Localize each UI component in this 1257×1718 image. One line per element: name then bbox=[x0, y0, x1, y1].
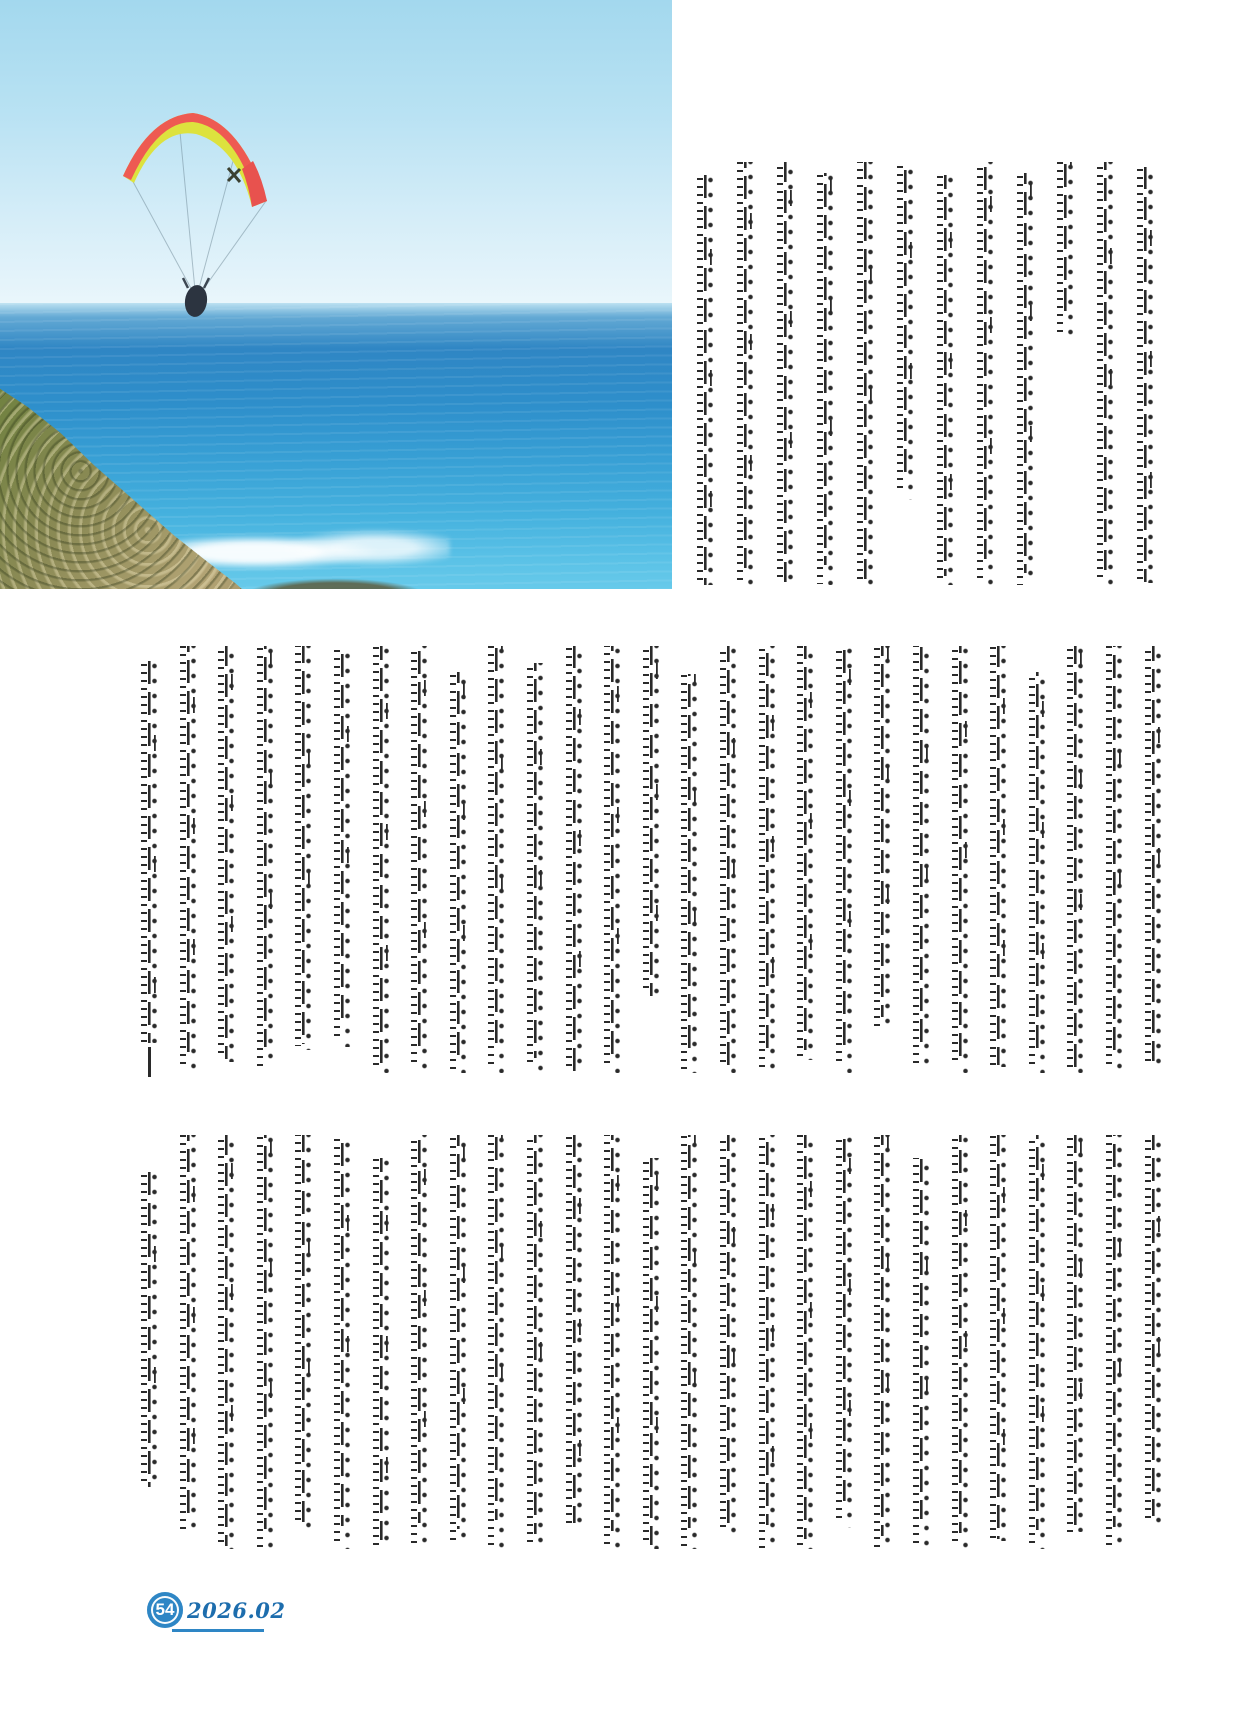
text-column bbox=[797, 646, 814, 1060]
attribution-dash bbox=[148, 1047, 150, 1077]
text-column bbox=[180, 1135, 197, 1537]
paraglider-icon bbox=[0, 0, 672, 589]
text-block-body-2 bbox=[141, 1135, 1162, 1549]
footer-underline bbox=[172, 1629, 264, 1632]
text-column bbox=[913, 646, 930, 1073]
text-column bbox=[817, 173, 834, 585]
text-column bbox=[1097, 162, 1114, 585]
text-column bbox=[681, 1135, 698, 1549]
text-column bbox=[257, 646, 274, 1067]
text-column bbox=[566, 1135, 583, 1524]
text-column bbox=[952, 1135, 969, 1549]
text-column bbox=[411, 1135, 428, 1549]
text-column bbox=[1017, 173, 1034, 585]
text-column bbox=[857, 162, 874, 585]
text-column bbox=[141, 1172, 158, 1487]
text-column bbox=[604, 1135, 621, 1549]
text-column bbox=[334, 646, 351, 1047]
text-column bbox=[450, 672, 467, 1073]
text-column bbox=[990, 646, 1007, 1067]
text-column bbox=[937, 175, 954, 585]
text-column bbox=[604, 646, 621, 1073]
text-column bbox=[527, 663, 544, 1073]
text-column bbox=[720, 1135, 737, 1537]
text-column bbox=[1137, 167, 1154, 583]
text-column bbox=[836, 1135, 853, 1528]
text-column bbox=[836, 646, 853, 1073]
text-column bbox=[1029, 672, 1046, 1073]
article-photo bbox=[0, 0, 672, 589]
text-column bbox=[759, 646, 776, 1073]
text-column bbox=[874, 646, 891, 1030]
text-column bbox=[913, 1158, 930, 1549]
text-column bbox=[141, 661, 158, 1043]
issue-label: 2026.02 bbox=[187, 1598, 286, 1623]
text-column bbox=[681, 674, 698, 1073]
text-column bbox=[1067, 1135, 1084, 1532]
text-column bbox=[1029, 1135, 1046, 1549]
text-column bbox=[180, 646, 197, 1069]
text-column bbox=[897, 162, 914, 500]
text-column bbox=[759, 1135, 776, 1549]
text-block-intro bbox=[697, 162, 1154, 585]
text-column bbox=[1106, 1135, 1123, 1549]
text-column bbox=[1145, 1135, 1162, 1524]
text-column bbox=[1106, 646, 1123, 1073]
text-column bbox=[373, 646, 390, 1073]
text-column bbox=[643, 646, 660, 1000]
text-column bbox=[1057, 162, 1074, 340]
page-number-badge bbox=[147, 1592, 183, 1628]
text-column bbox=[488, 646, 505, 1073]
text-column bbox=[990, 1135, 1007, 1541]
text-column bbox=[566, 646, 583, 1073]
text-column bbox=[797, 1135, 814, 1549]
text-column bbox=[373, 1158, 390, 1549]
text-column bbox=[697, 175, 714, 585]
text-column bbox=[874, 1135, 891, 1549]
text-column bbox=[295, 646, 312, 1050]
text-column bbox=[218, 1135, 235, 1549]
text-column bbox=[952, 646, 969, 1073]
page-number: 54 bbox=[155, 1600, 175, 1619]
text-column bbox=[295, 1135, 312, 1528]
pilot-harness bbox=[183, 284, 209, 319]
text-block-body-1 bbox=[141, 646, 1162, 1073]
text-column bbox=[1067, 646, 1084, 1073]
text-column bbox=[488, 1135, 505, 1549]
text-column bbox=[218, 646, 235, 1062]
text-column bbox=[450, 1135, 467, 1541]
text-column bbox=[527, 1135, 544, 1549]
text-column bbox=[737, 162, 754, 585]
text-column bbox=[720, 646, 737, 1073]
text-column bbox=[1145, 646, 1162, 1069]
text-column bbox=[411, 646, 428, 1073]
text-column bbox=[977, 162, 994, 585]
text-column bbox=[334, 1135, 351, 1549]
text-column bbox=[643, 1158, 660, 1549]
text-column bbox=[777, 162, 794, 585]
text-column bbox=[257, 1135, 274, 1549]
